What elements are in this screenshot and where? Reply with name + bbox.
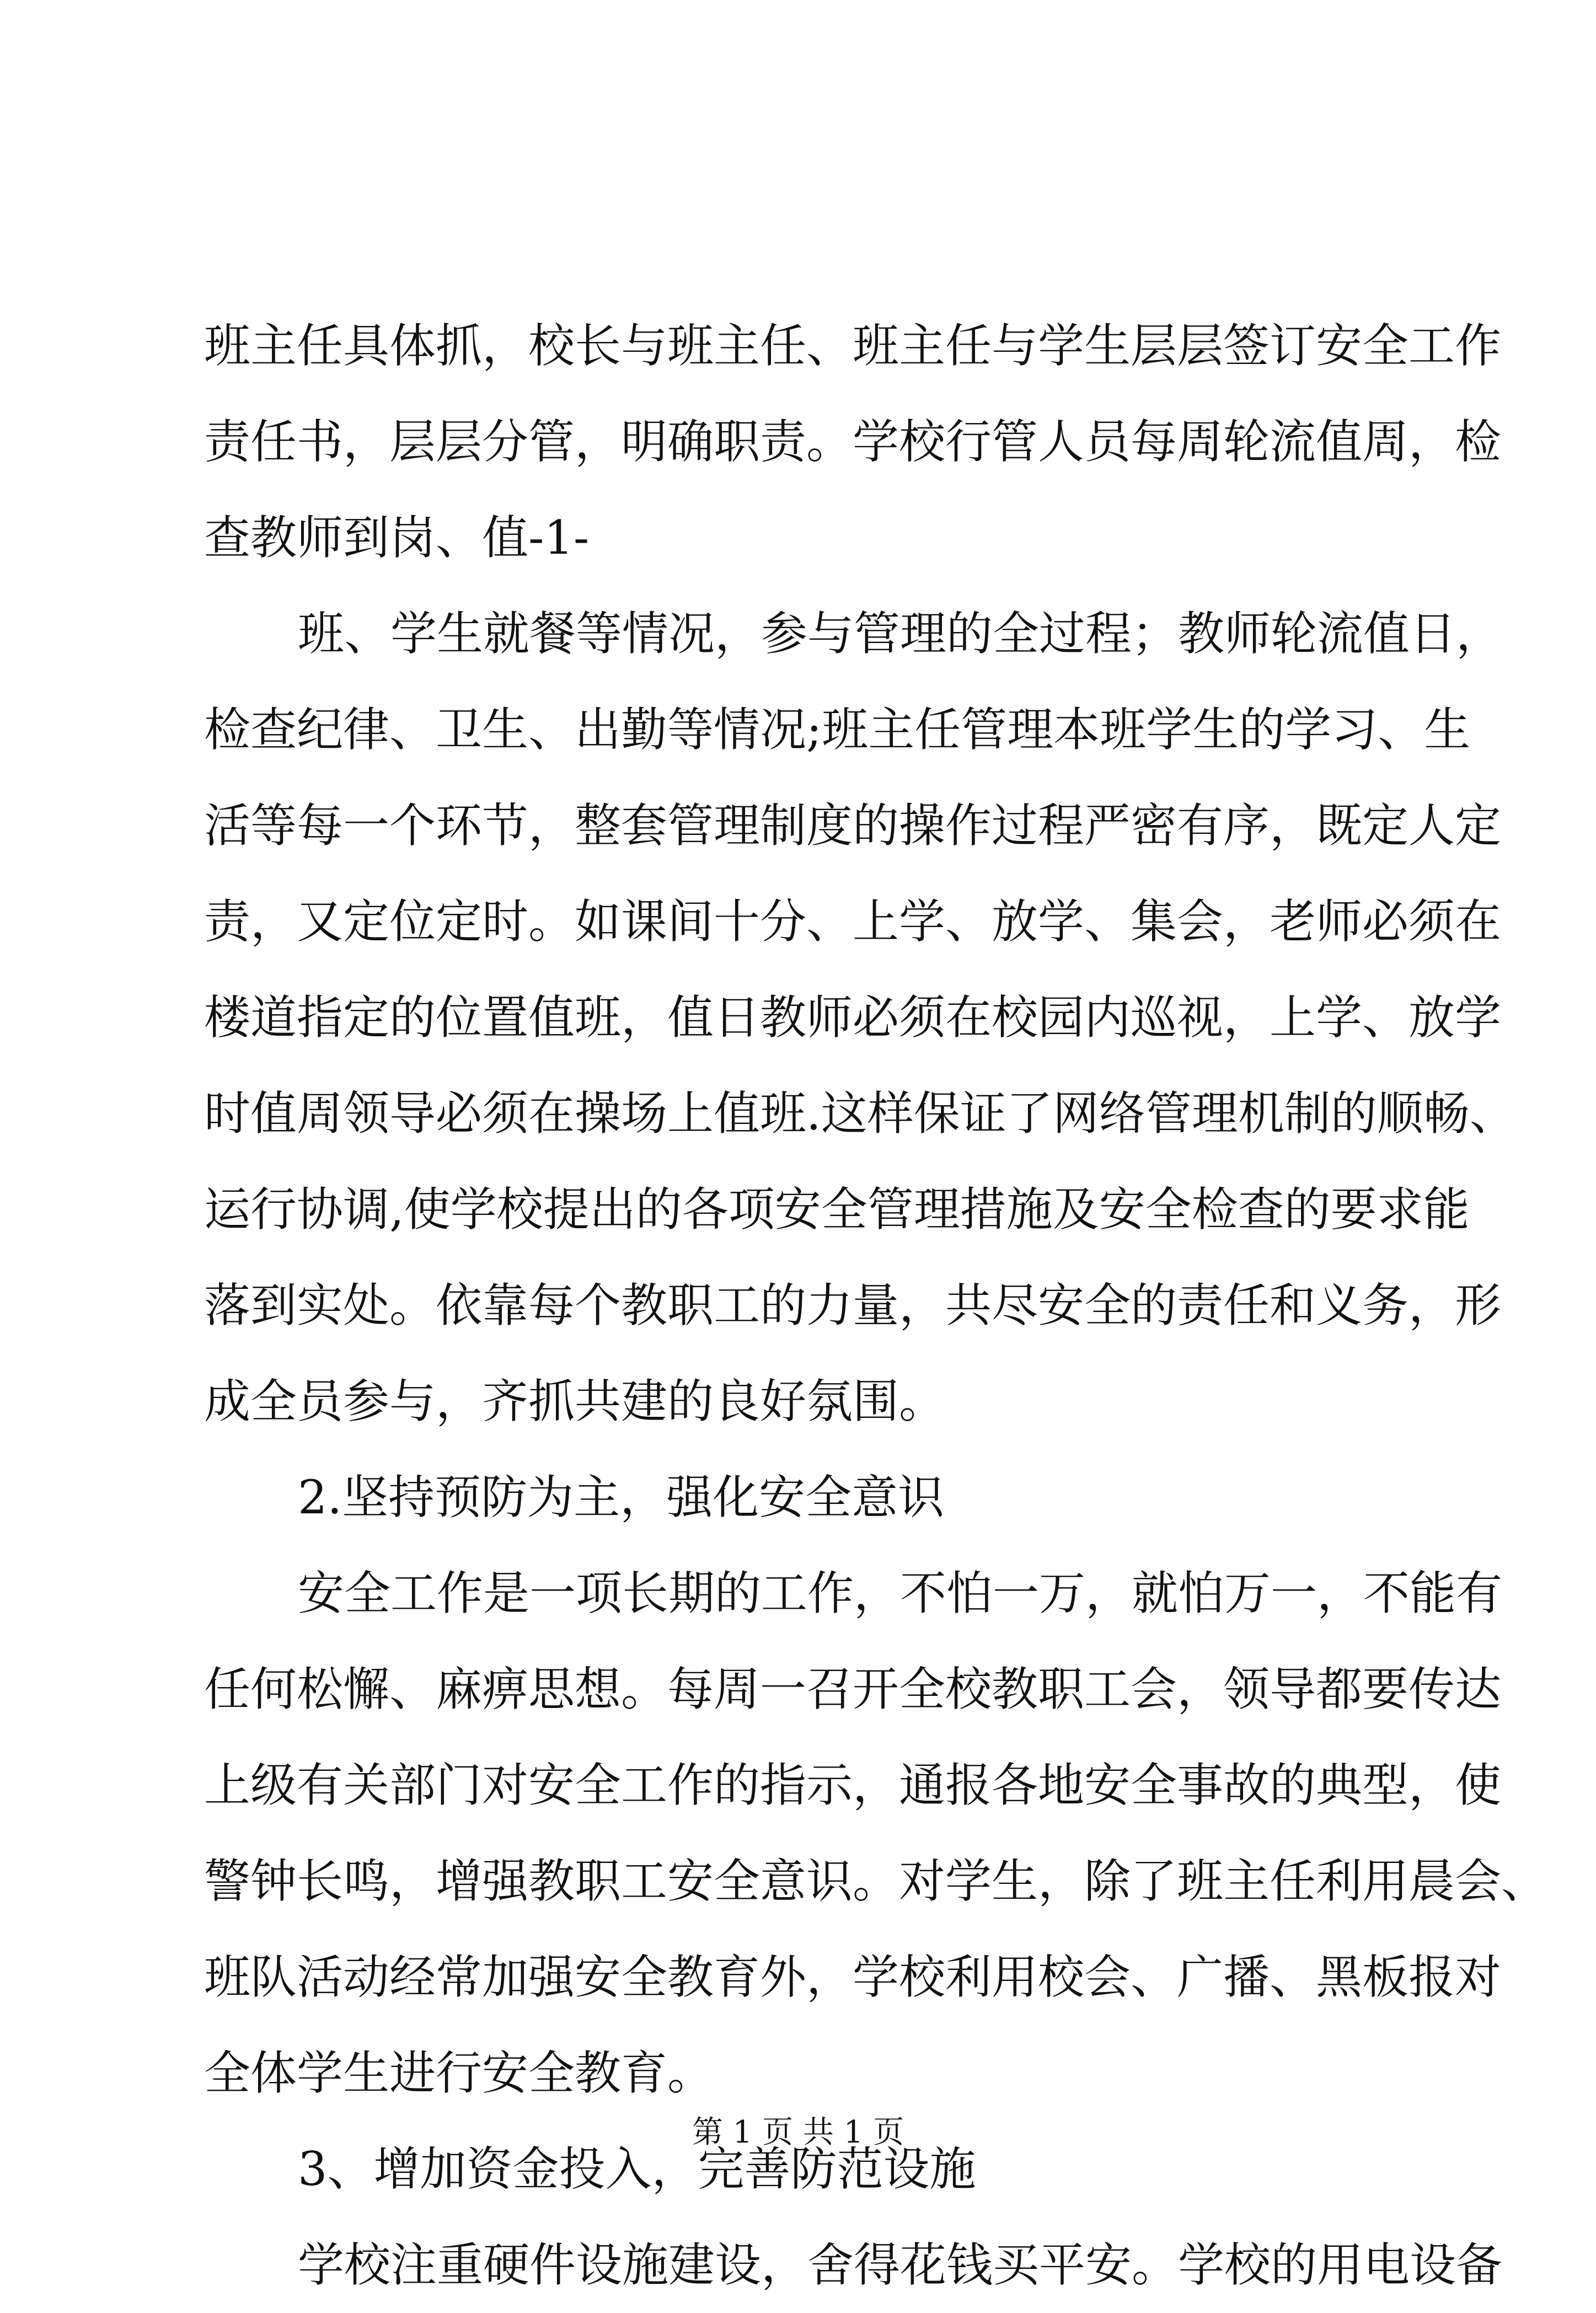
text-line: 安全工作是一项长期的工作，不怕一万，就怕万一，不能有 — [298, 1566, 1503, 1620]
text-line: 楼道指定的位置值班，值日教师必须在校园内巡视，上学、放学 — [204, 990, 1502, 1045]
text-line: 责任书，层层分管，明确职责。学校行管人员每周轮流值周，检 — [204, 415, 1502, 469]
text-line: 检查纪律、卫生、出勤等情况;班主任管理本班学生的学习、生 — [204, 703, 1471, 757]
text-line: 班队活动经常加强安全教育外，学校利用校会、广播、黑板报对 — [204, 1950, 1502, 2004]
text-line: 班、学生就餐等情况，参与管理的全过程；教师轮流值日， — [298, 607, 1503, 661]
text-line: 成全员参与，齐抓共建的良好氛围。 — [204, 1374, 946, 1428]
text-line: 警钟长鸣，增强教职工安全意识。对学生，除了班主任利用晨会、 — [204, 1854, 1548, 1908]
text-line: 全体学生进行安全教育。 — [204, 2046, 714, 2100]
text-line: 上级有关部门对安全工作的指示，通报各地安全事故的典型，使 — [204, 1758, 1502, 1812]
text-line: 学校注重硬件设施建设，舍得花钱买平安。学校的用电设备 — [298, 2238, 1503, 2292]
text-line: 任何松懈、麻痹思想。每周一召开全校教职工会，领导都要传达 — [204, 1662, 1502, 1716]
page-footer: 第 1 页 共 1 页 — [692, 2114, 904, 2150]
text-line: 时值周领导必须在操场上值班.这样保证了网络管理机制的顺畅、 — [204, 1086, 1516, 1141]
text-line: 班主任具体抓，校长与班主任、班主任与学生层层签订安全工作 — [204, 319, 1502, 373]
text-line: 2.坚持预防为主，强化安全意识 — [298, 1470, 945, 1524]
document-body — [204, 298, 1548, 2313]
text-line: 落到实处。依靠每个教职工的力量，共尽安全的责任和义务，形 — [204, 1278, 1502, 1332]
text-line: 活等每一个环节，整套管理制度的操作过程严密有序，既定人定 — [204, 799, 1502, 853]
text-line: 3、增加资金投入，完善防范设施 — [298, 2142, 976, 2196]
text-line: 查教师到岗、值-1- — [204, 511, 590, 565]
text-line: 责，又定位定时。如课间十分、上学、放学、集会，老师必须在 — [204, 895, 1502, 949]
text-line: 运行协调,使学校提出的各项安全管理措施及安全检查的要求能 — [204, 1182, 1470, 1236]
